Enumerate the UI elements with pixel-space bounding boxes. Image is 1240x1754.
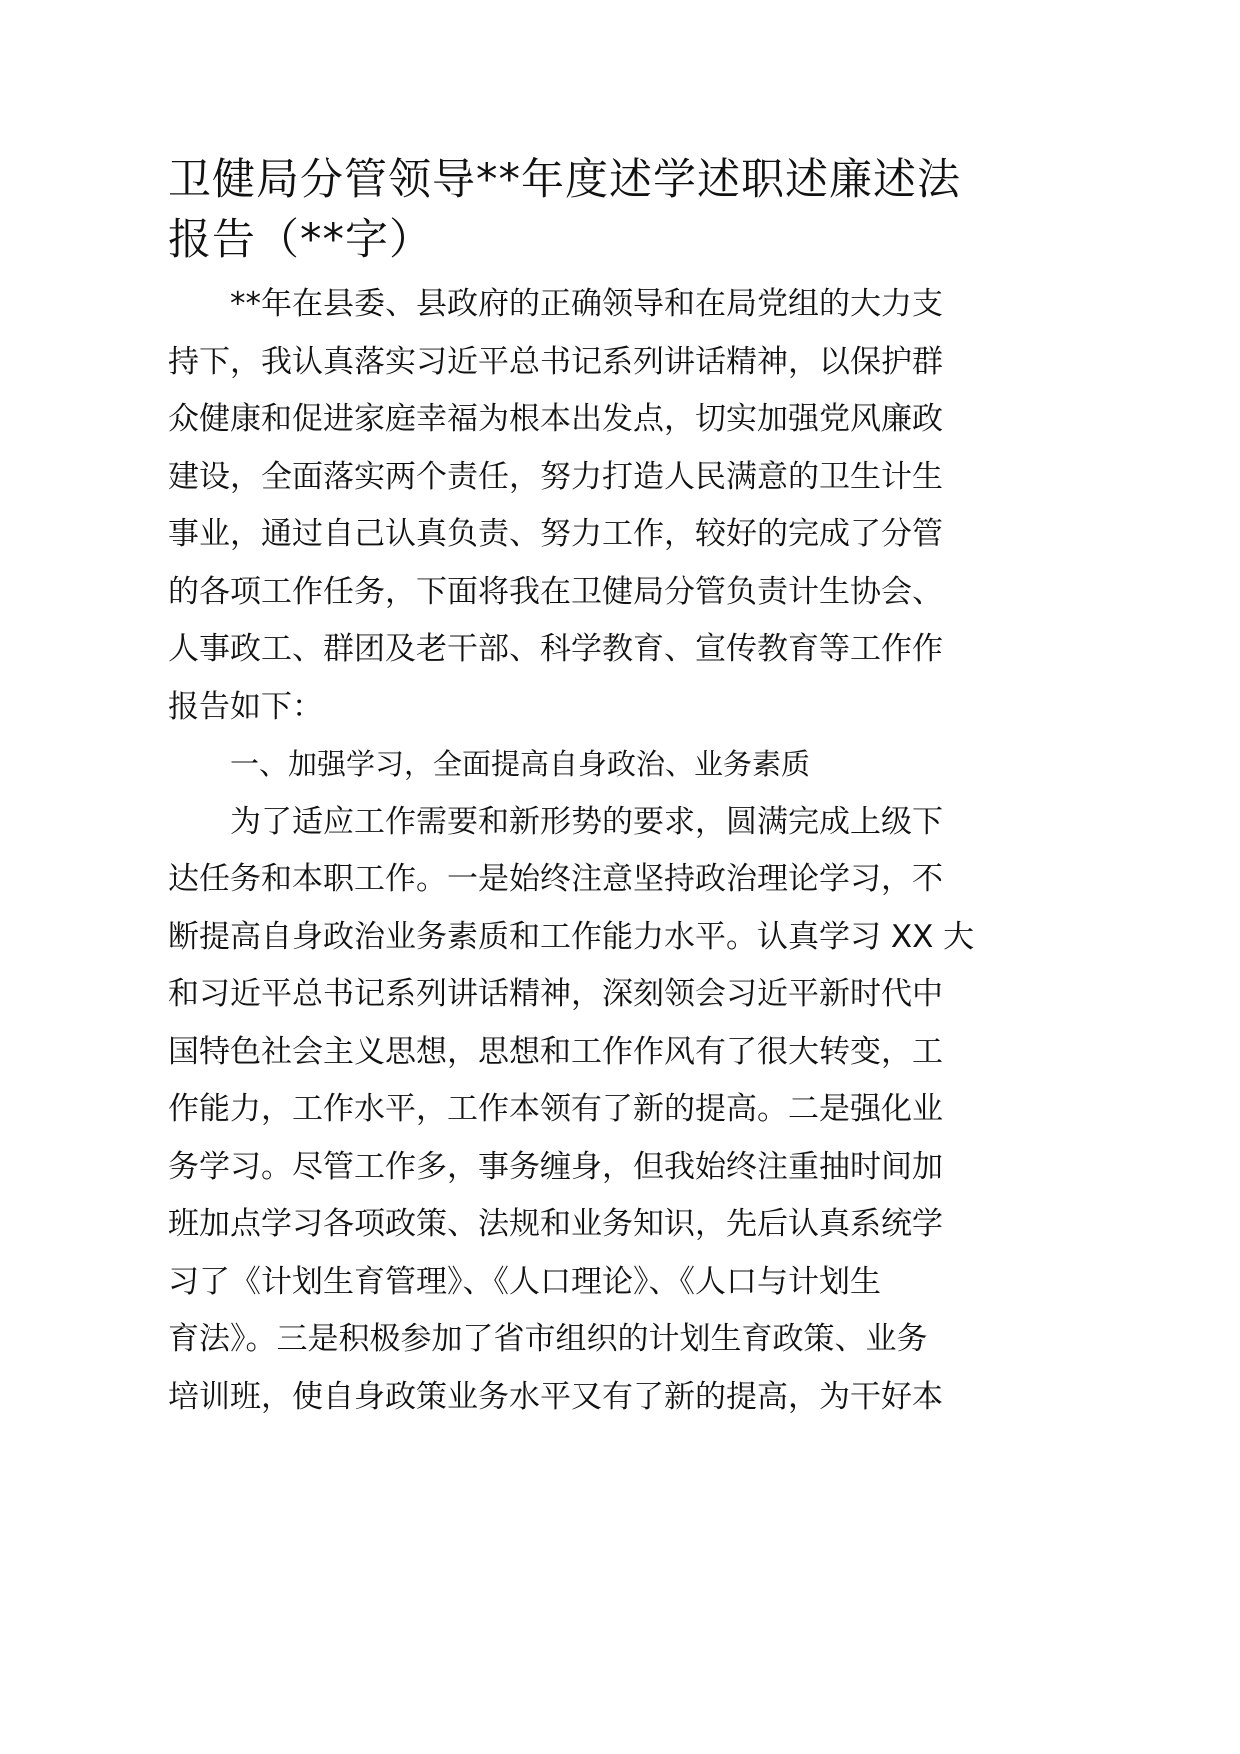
document-page xyxy=(168,150,975,1426)
paragraph-line: 作能力，工作水平，工作本领有了新的提高。二是强化业 xyxy=(168,1091,943,1127)
paragraph-line: 为了适应工作需要和新形势的要求，圆满完成上级下 xyxy=(230,803,943,840)
paragraph-line: 和习近平总书记系列讲话精神，深刻领会习近平新时代中 xyxy=(168,976,943,1012)
section-heading: 一、加强学习，全面提高自身政治、业务素质 xyxy=(230,747,811,781)
paragraph-line: 人事政工、群团及老干部、科学教育、宣传教育等工作作 xyxy=(168,631,943,667)
paragraph-line: 育法》。三是积极参加了省市组织的计划生育政策、业务 xyxy=(168,1321,928,1357)
paragraph-line: 持下，我认真落实习近平总书记系列讲话精神，以保护群 xyxy=(168,343,943,380)
title-line-1: 卫健局分管领导**年度述学述职述廉述法 xyxy=(168,155,961,205)
paragraph-line: 的各项工作任务，下面将我在卫健局分管负责计生协会、 xyxy=(168,573,943,610)
paragraph-line: 国特色社会主义思想，思想和工作作风有了很大转变，工 xyxy=(168,1033,943,1070)
paragraph-line: 断提高自身政治业务素质和工作能力水平。认真学习 XX 大 xyxy=(168,918,975,955)
paragraph-line: 建设，全面落实两个责任，努力打造人民满意的卫生计生 xyxy=(168,458,943,495)
paragraph-line: 达任务和本职工作。一是始终注意坚持政治理论学习，不 xyxy=(168,861,943,897)
paragraph-line: 事业，通过自己认真负责、努力工作，较好的完成了分管 xyxy=(168,516,943,552)
paragraph-line: 报告如下： xyxy=(168,688,323,725)
paragraph-line: 众健康和促进家庭幸福为根本出发点，切实加强党风廉政 xyxy=(168,401,943,437)
document-title xyxy=(168,150,961,270)
paragraph-line: **年在县委、县政府的正确领导和在局党组的大力支 xyxy=(230,286,943,322)
paragraph-line: 务学习。尽管工作多，事务缠身，但我始终注重抽时间加 xyxy=(168,1148,943,1185)
paragraph-line: 习了《计划生育管理》、《人口理论》、《人口与计划生 xyxy=(168,1263,881,1300)
section-1-paragraph xyxy=(168,794,975,1427)
paragraph-line: 培训班，使自身政策业务水平又有了新的提高，为干好本 xyxy=(168,1378,943,1415)
title-line-2: 报告（**字） xyxy=(168,215,433,265)
paragraph-line: 班加点学习各项政策、法规和业务知识，先后认真系统学 xyxy=(168,1206,943,1242)
intro-paragraph xyxy=(168,276,942,736)
